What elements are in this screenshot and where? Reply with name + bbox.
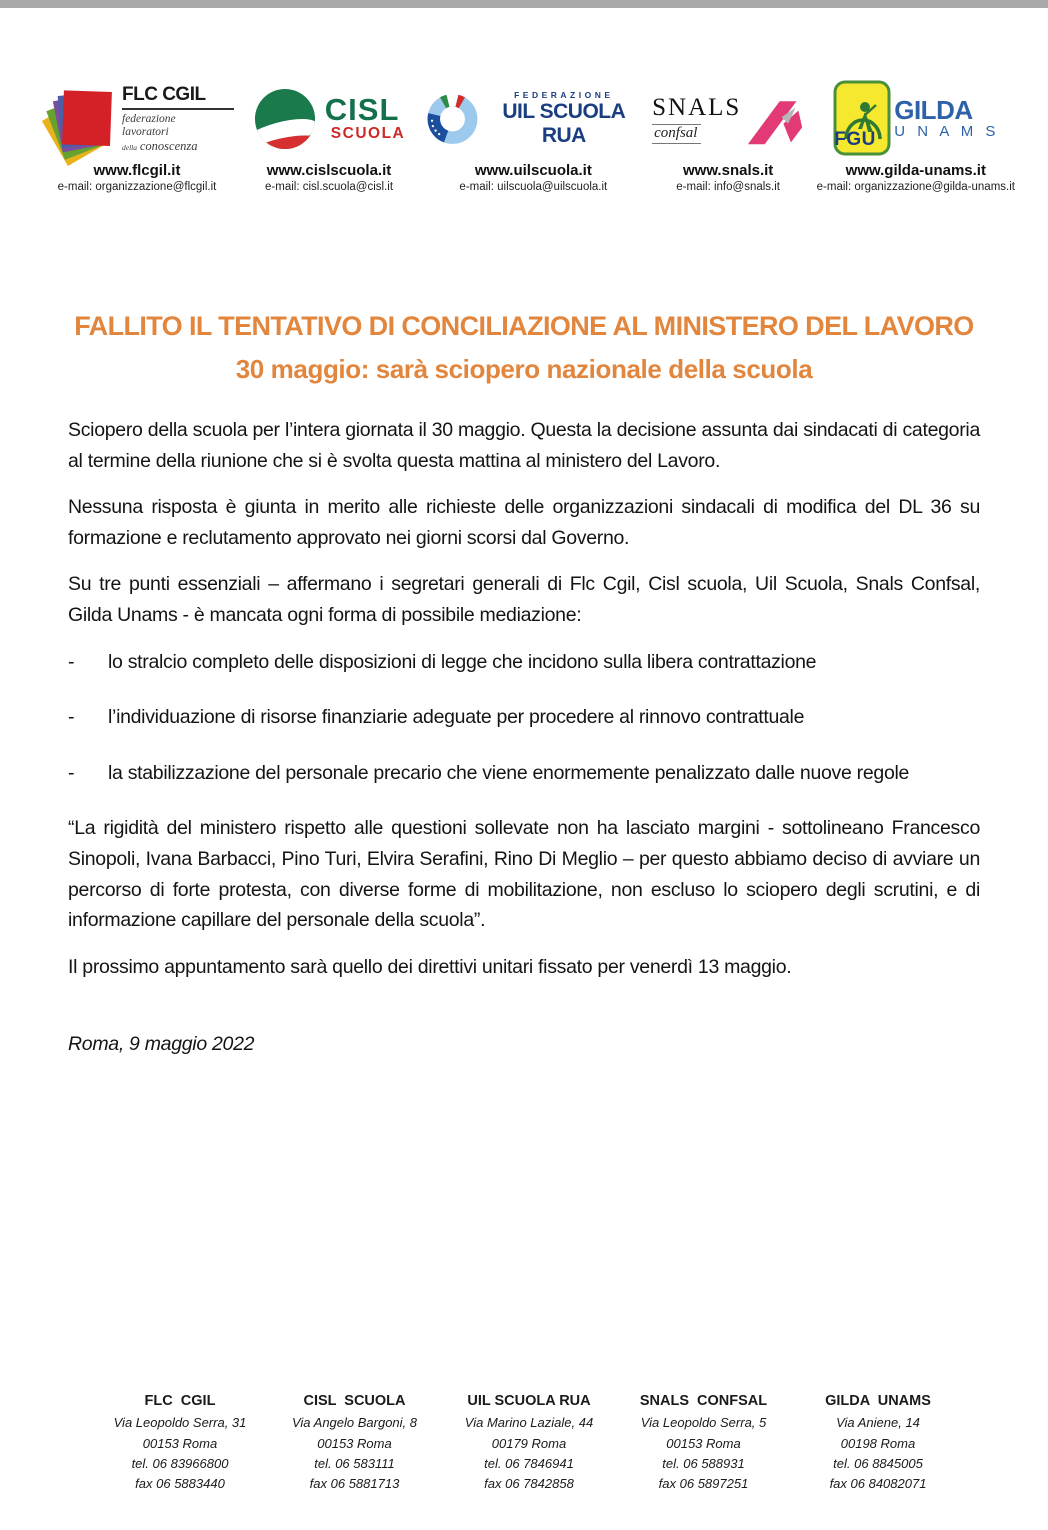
title-line-2: 30 maggio: sarà sciopero nazionale della scuola bbox=[235, 354, 813, 384]
list-item bbox=[68, 702, 980, 733]
footer-col-cisl-scuola bbox=[269, 1390, 441, 1494]
footer-col-gilda bbox=[792, 1390, 964, 1494]
bullet-dash: - bbox=[68, 650, 75, 673]
bullet-text-1: lo stralcio completo delle disposizioni di legge che incidono sulla libera contrattazione bbox=[108, 650, 817, 673]
footer-union-name: FLC CGIL bbox=[144, 1393, 216, 1409]
snals-logo-subtitle: confsal bbox=[652, 124, 701, 144]
footer-address-line: fax 06 5897251 bbox=[658, 1475, 749, 1491]
list-item bbox=[68, 758, 980, 789]
header-col-gilda bbox=[814, 82, 1018, 193]
footer-address-line: fax 06 7842858 bbox=[484, 1475, 574, 1491]
paragraph-quote: “La rigidità del ministero rispetto alle questioni sollevate non ha lasciato margini - sottolineano Francesco Sinopoli, Ivana Barbacci, Pino Turi, Elvira Serafini, Rino Di Meglio – per questo abbiamo deciso di avviare un percorso di forte protesta, con diverse forme di mobilitazione, non escluso lo sciopero degli scrutini, e di informazione capillare del personale della scuola”. bbox=[68, 817, 980, 932]
gilda-website: www.gilda-unams.it bbox=[845, 162, 986, 179]
bullet-text-2: l’individuazione di risorse finanziarie adeguate per procedere al rinnovo contrattuale bbox=[108, 706, 805, 729]
paragraph-closing: Il prossimo appuntamento sarà quello dei direttivi unitari fissato per venerdì 13 maggio. bbox=[68, 955, 792, 978]
bullet-dash: - bbox=[68, 706, 75, 729]
footer-address-line: tel. 06 7846941 bbox=[484, 1455, 574, 1471]
snals-logo bbox=[652, 82, 804, 156]
snals-website: www.snals.it bbox=[682, 162, 774, 179]
footer-col-snals bbox=[618, 1390, 790, 1494]
footer-address-line: 00153 Roma bbox=[666, 1435, 741, 1451]
union-addresses-footer bbox=[94, 1390, 964, 1494]
header-col-flc-cgil bbox=[40, 82, 234, 193]
uil-website: www.uilscuola.it bbox=[474, 162, 592, 179]
fgu-logo-text: FGU bbox=[834, 129, 876, 150]
cisl-email: e-mail: cisl.scuola@cisl.it bbox=[265, 181, 394, 193]
footer-col-uil-scuola bbox=[443, 1390, 615, 1494]
press-release-title bbox=[0, 311, 1048, 385]
paragraph-1: Sciopero della scuola per l’intera giornata il 30 maggio. Questa la decisione assunta dai sindacati di categoria al termine della riunione che si è svolta questa mattina al ministero del Lavoro. bbox=[68, 419, 980, 472]
footer-address-line: 00153 Roma bbox=[317, 1435, 392, 1451]
gilda-logo-title: GILDA bbox=[894, 95, 973, 126]
footer-address-line: Via Aniene, 14 bbox=[836, 1415, 920, 1431]
footer-address-line: Via Leopoldo Serra, 31 bbox=[113, 1415, 247, 1431]
bullet-list bbox=[68, 647, 980, 789]
press-release-body bbox=[68, 415, 980, 1059]
list-item bbox=[68, 647, 980, 678]
bullet-dash: - bbox=[68, 761, 75, 784]
snals-email: e-mail: info@snals.it bbox=[676, 181, 780, 193]
uil-ring-icon bbox=[424, 87, 481, 151]
gilda-unams-logo bbox=[832, 82, 999, 156]
flc-email: e-mail: organizzazione@flcgil.it bbox=[57, 181, 217, 193]
gilda-logo-subtitle: U N A M S bbox=[894, 122, 1000, 140]
footer-address-line: fax 06 5881713 bbox=[309, 1475, 400, 1491]
footer-address-line: Via Leopoldo Serra, 5 bbox=[640, 1415, 767, 1431]
dateline: Roma, 9 maggio 2022 bbox=[68, 1032, 255, 1055]
gilda-email: e-mail: organizzazione@gilda-unams.it bbox=[816, 181, 1015, 193]
footer-address-line: fax 06 5883440 bbox=[135, 1475, 225, 1491]
flc-website: www.flcgil.it bbox=[93, 162, 181, 179]
footer-col-flc-cgil bbox=[94, 1390, 266, 1494]
flc-logo-title: FLC CGIL bbox=[122, 84, 234, 110]
bullet-text-3: la stabilizzazione del personale precario che viene enormemente penalizzato dalle nuove regole bbox=[108, 761, 910, 784]
footer-address-line: 00198 Roma bbox=[840, 1435, 916, 1451]
uil-logo-small: FEDERAZIONE bbox=[514, 90, 614, 100]
cisl-logo-subtitle: SCUOLA bbox=[330, 124, 406, 142]
header-col-cisl-scuola bbox=[234, 82, 424, 193]
footer-union-name: SNALS CONFSAL bbox=[639, 1393, 768, 1409]
flc-cgil-logo bbox=[40, 82, 234, 156]
footer-address-line: Via Angelo Bargoni, 8 bbox=[291, 1415, 418, 1431]
title-line-1: FALLITO IL TENTATIVO DI CONCILIAZIONE AL MINISTERO DEL LAVORO bbox=[74, 311, 974, 341]
cisl-circle-icon bbox=[253, 87, 317, 151]
uil-email: e-mail: uilscuola@uilscuola.it bbox=[459, 181, 608, 193]
uil-scuola-logo bbox=[424, 82, 643, 156]
flc-fan-icon bbox=[40, 84, 114, 152]
header-col-snals bbox=[643, 82, 814, 193]
footer-address-line: tel. 06 8845005 bbox=[833, 1455, 923, 1471]
uil-logo-title: UIL SCUOLA RUA bbox=[502, 100, 626, 147]
footer-address-line: 00179 Roma bbox=[491, 1435, 567, 1451]
scan-top-bar bbox=[0, 0, 1048, 8]
footer-union-name: GILDA UNAMS bbox=[825, 1393, 931, 1409]
paragraph-2: Nessuna risposta è giunta in merito alle richieste delle organizzazioni sindacali di modifica del DL 36 su formazione e reclutamento approvato nei giorni scorsi dal Governo. bbox=[68, 496, 980, 549]
cisl-logo-title: CISL bbox=[324, 92, 400, 128]
cisl-scuola-logo bbox=[253, 82, 405, 156]
footer-union-name: UIL SCUOLA RUA bbox=[467, 1393, 591, 1409]
footer-address-line: tel. 06 588931 bbox=[662, 1455, 745, 1471]
snals-ribbon-icon bbox=[746, 90, 804, 148]
footer-address-line: Via Marino Laziale, 44 bbox=[464, 1415, 594, 1431]
footer-address-line: tel. 06 583111 bbox=[314, 1455, 395, 1471]
footer-address-line: tel. 06 83966800 bbox=[131, 1455, 229, 1471]
flc-logo-sub2: lavoratori bbox=[122, 125, 169, 138]
footer-address-line: 00153 Roma bbox=[142, 1435, 218, 1451]
footer-union-name: CISL SCUOLA bbox=[303, 1393, 406, 1409]
flc-logo-sub3: della conoscenza bbox=[122, 139, 198, 154]
snals-logo-title: SNALS bbox=[652, 94, 742, 121]
flc-logo-sub1: federazione bbox=[122, 112, 176, 125]
header-col-uil-scuola bbox=[424, 82, 643, 193]
footer-address-line: fax 06 84082071 bbox=[829, 1475, 927, 1491]
union-logos-header bbox=[0, 8, 1048, 193]
cisl-website: www.cislscuola.it bbox=[266, 162, 392, 179]
paragraph-3: Su tre punti essenziali – affermano i segretari generali di Flc Cgil, Cisl scuola, Uil Scuola, Snals Confsal, Gilda Unams - è mancata ogni forma di possibile mediazione: bbox=[68, 573, 980, 627]
